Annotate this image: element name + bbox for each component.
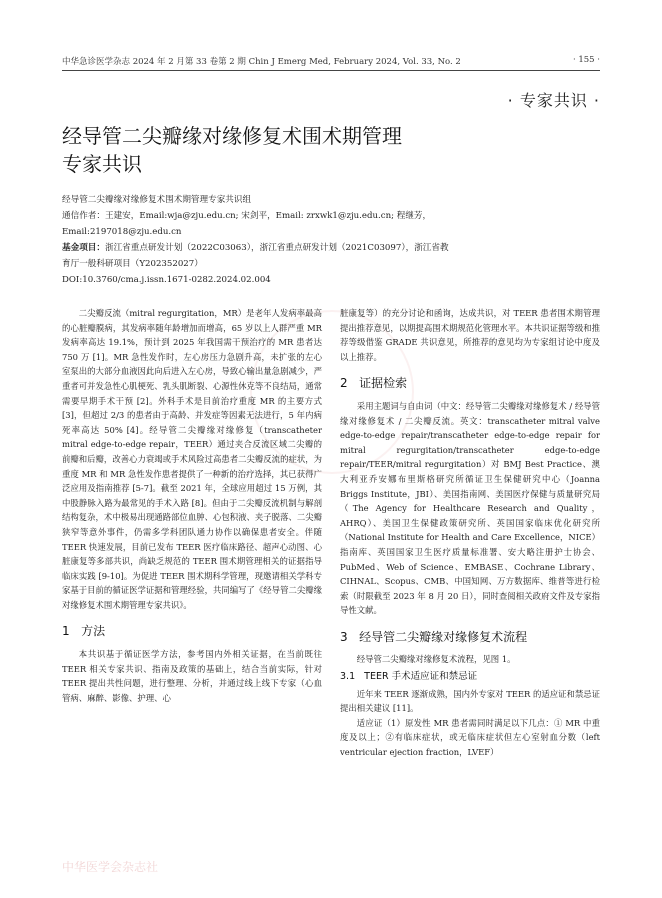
funding-2: 育厅一般科研项目（Y202352027） bbox=[62, 259, 203, 269]
subsection-number: 3.1 bbox=[340, 671, 356, 683]
evidence-paragraph: 采用主题词与自由词（中文：经导管二尖瓣缘对缘修复术 / 经导管缘对缘修复术 / 二尖瓣反流。英文：transcatheter mitral valve edge-to-edge repair/transcatheter edge-to-edge repair for mitral regurgitation/transcatheter edge-to-edge repair/TEER/mitral regurgitation）对 BMJ Best Practice、澳大利亚乔安娜布里斯格研究所循证卫生保健研究中心（Joanna Briggs Institute，JBI）、美国指南网、美国医疗保健与质量研究局（The Agency for Healthcare Research and Quality，AHRQ）、美国卫生保健政策研究所、英国国家临床优化研究所（National Institute for Health and Care Excellence，NICE）指南库、英国国家卫生医疗质量标准署、安大略注册护士协会、PubMed、Web of Science、EMBASE、Cochrane Library、CIHNAL、Scopus、CMB、中国知网、万方数据库、维普等进行检索（时限截至 2023 年 8 月 20 日），同时查阅相关政府文件及专家指导性文献。 bbox=[340, 400, 600, 616]
section-number: 1 bbox=[62, 624, 70, 639]
doi: DOI:10.3760/cma.j.issn.1671-0282.2024.02.004 bbox=[62, 275, 271, 285]
funding bbox=[62, 240, 600, 256]
intro-paragraph: 二尖瓣反流（mitral regurgitation，MR）是老年人发病率最高的心脏瓣膜病，其发病率随年龄增加而增高，65 岁以上人群严重 MR 发病率高达 19.1%，预计到 2025 年我国需干预治疗的 MR 患者达 750 万 [1]。MR 急性发作时，左心房压力急剧升高，未扩张的左心室泵出的大部分血液因此向后进入左心房，导致心输出量急剧减少，严重者可并发急性心肌梗死、乳头肌断裂、心源性休克等不良结局，通常需要早期手术干预 [2]。外科手术是目前治疗重度 MR 的主要方式 [3]，但超过 2/3 的患者由于高龄、并发症等因素无法进行，5 年内病死率高达 50% [4]。经导管二尖瓣缘对缘修复（transcatheter mitral edge-to-edge repair，TEER）通过夹合反流区域二尖瓣的前瓣和后瓣，改善心力衰竭或手术风险过高患者二尖瓣反流的症状，为重度 MR 和 MR 急性发作患者提供了一种新的治疗选择，其已获得广泛应用及指南推荐 [5-7]。截至 2021 年，全球应用超过 15 万例，其中股静脉入路为最常见的手术入路 [8]。但由于二尖瓣反流机制与解剖结构复杂，术中极易出现通路部位血肿、心包积液、夹子脱落、二尖瓣狭窄等意外事件，仍需多学科团队通力协作以确保患者安全。伴随 TEER 快速发展，目前已发布 TEER 医疗临床路径、超声心动图、心脏康复等多部共识，尚缺乏规范的 TEER 围术期管理相关的证据指导临床实践 [9-10]。为促进 TEER 围术期科学管理，现邀请相关学科专家基于目前的循证医学证据和管理经验，共同编写了《经导管二尖瓣缘对缘修复术围术期管理专家共识》。 bbox=[62, 308, 322, 610]
section-heading-methods bbox=[62, 624, 322, 639]
section-number: 3 bbox=[340, 629, 348, 644]
subsection-title: TEER 手术适应证和禁忌证 bbox=[364, 671, 478, 683]
article-title bbox=[62, 122, 472, 178]
byline bbox=[62, 192, 600, 288]
column-tag: · 专家共识 · bbox=[507, 91, 600, 110]
title-line-2: 专家共识 bbox=[62, 152, 142, 176]
subsection-heading-indications bbox=[340, 670, 600, 685]
corresponding-authors: 通信作者：王建安，Email:wja@zju.edu.cn; 宋剑平，Email: zrxwk1@zju.edu.cn; 程继芳， bbox=[62, 211, 432, 221]
author-group: 经导管二尖瓣缘对缘修复术围术期管理专家共识组 bbox=[62, 195, 252, 205]
left-column bbox=[62, 306, 322, 705]
corresponding-authors-2: Email:2197018@zju.edu.cn bbox=[62, 227, 182, 237]
section-number: 2 bbox=[340, 376, 348, 391]
publisher-watermark: 中华医学会杂志社 bbox=[62, 860, 159, 874]
indications-paragraph: 适应证（1）原发性 MR 患者需同时满足以下几点：① MR 中重度及以上；②有临床症状，或无临床症状但左心室射血分数（left ventricular ejection fraction，LVEF） bbox=[340, 717, 600, 758]
section-heading-procedure bbox=[340, 630, 600, 645]
running-header bbox=[62, 55, 600, 71]
funding-label: 基金项目： bbox=[62, 243, 105, 253]
continued-paragraph: 脏康复等）的充分讨论和函询，达成共识，对 TEER 患者围术期管理提出推荐意见，以期提高围术期规范化管理水平。本共识证据等级和推荐等级借鉴 GRADE 共识意见，所推荐的意见均为专家组讨论中度及以上推荐。 bbox=[340, 308, 600, 362]
header-journal-info: 中华急诊医学杂志 2024 年 2 月第 33 卷第 2 期 Chin J Emerg Med, February 2024, Vol. 33, No. 2 bbox=[62, 57, 461, 67]
methods-paragraph: 本共识基于循证医学方法，参考国内外相关证据，在当前既往 TEER 相关专家共识、指南及政策的基础上，结合当前实际，针对 TEER 提出共性问题，进行整理、分析，并通过线上线下专家（心血管病、麻醉、影像、护理、心 bbox=[62, 649, 322, 703]
title-line-1: 经导管二尖瓣缘对缘修复术围术期管理 bbox=[62, 124, 402, 148]
procedure-paragraph: 经导管二尖瓣缘对缘修复术流程，见图 1。 bbox=[356, 654, 516, 665]
section-title: 经导管二尖瓣缘对缘修复术流程 bbox=[359, 629, 528, 644]
indications-intro-paragraph: 近年来 TEER 逐渐成熟，国内外专家对 TEER 的适应证和禁忌证提出相关建议 [11]。 bbox=[340, 688, 600, 714]
right-column bbox=[340, 306, 600, 760]
header-page-number: · 155 · bbox=[572, 55, 600, 65]
funding-text: 浙江省重点研发计划（2022C03063），浙江省重点研发计划（2021C03097），浙江省教 bbox=[104, 243, 449, 253]
section-title: 证据检索 bbox=[359, 376, 408, 391]
section-title: 方法 bbox=[81, 624, 106, 639]
section-heading-evidence bbox=[340, 376, 600, 391]
